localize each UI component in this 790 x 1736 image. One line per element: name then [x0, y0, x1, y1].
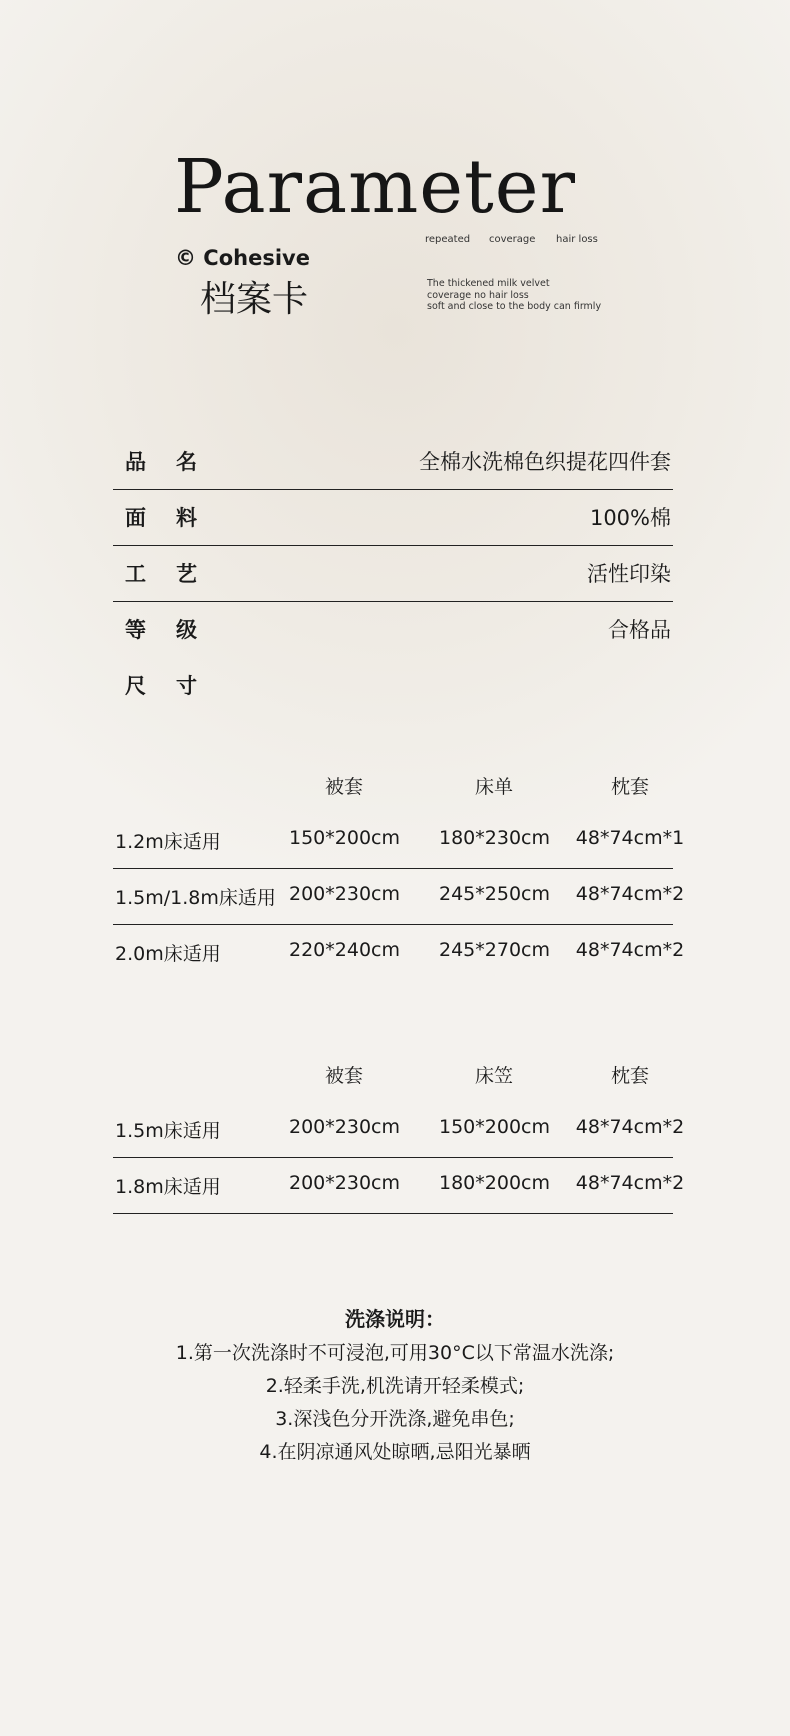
care-line: 4.在阴凉通风处晾晒,忌阳光暴晒 — [259, 1441, 531, 1463]
table-cell: 1.8m床适用 — [115, 1176, 221, 1198]
care-line: 3.深浅色分开洗涤,避免串色; — [275, 1408, 515, 1430]
param-label: 等级 — [125, 618, 227, 642]
description-line: soft and close to the body can firmly — [427, 301, 602, 312]
param-row-fabric — [113, 490, 673, 546]
description — [427, 278, 601, 313]
table-cell: 245*270cm — [439, 939, 550, 961]
table-cell: 48*74cm*2 — [575, 939, 685, 961]
param-row-name — [113, 434, 673, 490]
param-value: 活性印染 — [587, 562, 671, 586]
table-cell: 2.0m床适用 — [115, 943, 221, 965]
table2-header-cell: 被套 — [324, 1065, 363, 1087]
table2-row — [113, 1102, 685, 1158]
param-value: 全棉水洗棉色织提花四件套 — [419, 450, 671, 474]
table-cell: 48*74cm*2 — [575, 1116, 685, 1138]
table1-header — [113, 750, 673, 806]
param-value: 100%棉 — [589, 506, 671, 530]
table-cell: 200*230cm — [289, 1116, 400, 1138]
care-title: 洗涤说明： — [345, 1307, 445, 1331]
table-cell: 1.5m/1.8m床适用 — [115, 887, 276, 909]
param-label: 面料 — [125, 506, 227, 530]
table1-header-cell: 床单 — [474, 776, 513, 798]
table-cell: 1.5m床适用 — [115, 1120, 221, 1142]
param-row-grade — [113, 602, 673, 658]
table1-row — [113, 869, 685, 925]
tag-repeated: repeated — [425, 234, 471, 245]
param-value: 合格品 — [608, 618, 671, 642]
table-cell: 48*74cm*2 — [575, 1172, 685, 1194]
param-row-size — [113, 658, 673, 714]
brand-name: © Cohesive — [175, 246, 310, 270]
param-label: 尺寸 — [125, 674, 227, 698]
table1-header-cell: 被套 — [324, 776, 363, 798]
care-line: 1.第一次洗涤时不可浸泡,可用30°C以下常温水洗涤; — [175, 1342, 615, 1364]
table-cell: 150*200cm — [289, 827, 400, 849]
table1-row — [113, 925, 685, 981]
table1-header-cell: 枕套 — [610, 776, 649, 798]
table1-row — [113, 813, 685, 869]
tag-hair-loss: hair loss — [556, 234, 598, 245]
tag-coverage: coverage — [489, 234, 536, 245]
table-cell: 48*74cm*1 — [575, 827, 685, 849]
table2-header-cell: 枕套 — [610, 1065, 649, 1087]
table-cell: 200*230cm — [289, 883, 400, 905]
table-cell: 1.2m床适用 — [115, 831, 221, 853]
table2-row — [113, 1158, 685, 1214]
table-cell: 180*230cm — [439, 827, 550, 849]
care-line: 2.轻柔手洗,机洗请开轻柔模式; — [265, 1375, 525, 1397]
table-cell: 180*200cm — [439, 1172, 550, 1194]
table-cell: 200*230cm — [289, 1172, 400, 1194]
page-title: Parameter — [174, 144, 576, 230]
description-line: coverage no hair loss — [427, 289, 529, 301]
table-cell: 220*240cm — [289, 939, 400, 961]
table2-header — [113, 1039, 673, 1095]
param-label: 品名 — [125, 450, 227, 474]
param-label: 工艺 — [125, 562, 227, 586]
table-cell: 150*200cm — [439, 1116, 550, 1138]
description-line: The thickened milk velvet — [427, 278, 550, 289]
table-cell: 48*74cm*2 — [575, 883, 685, 905]
subtitle-cn: 档案卡 — [200, 279, 309, 320]
param-row-craft — [113, 546, 673, 602]
table2-header-cell: 床笠 — [474, 1065, 513, 1087]
table-cell: 245*250cm — [439, 883, 550, 905]
